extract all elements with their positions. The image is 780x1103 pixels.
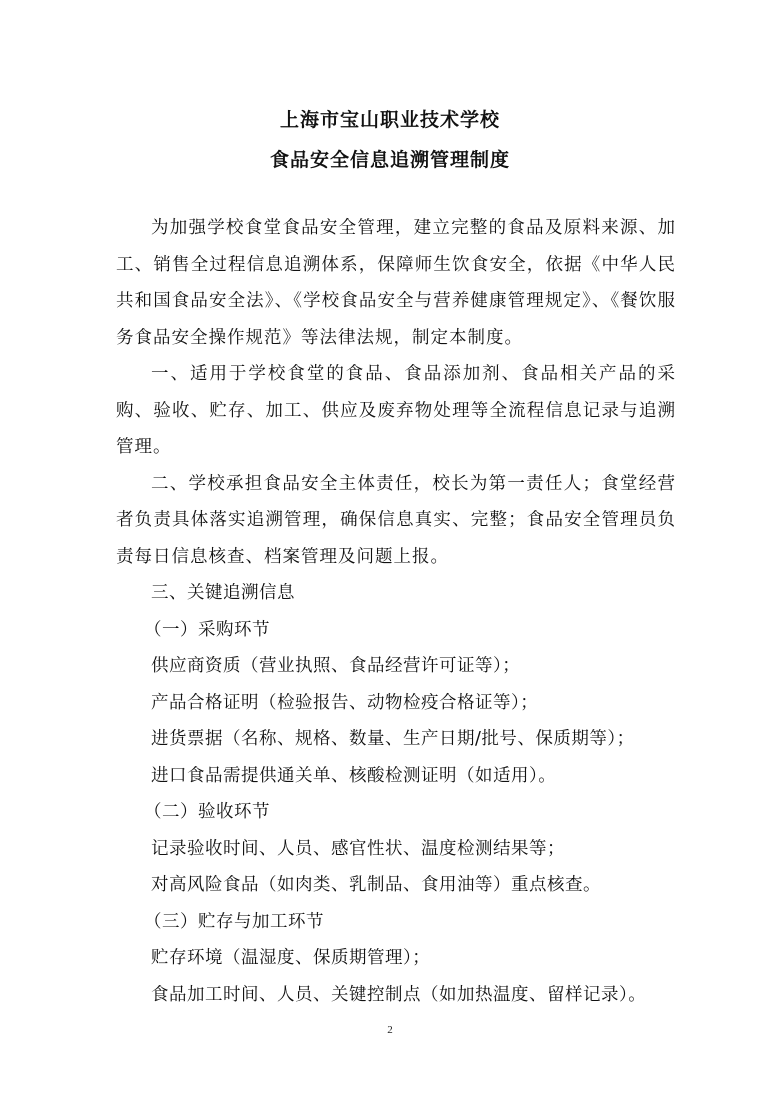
section-3-heading: 三、关键追溯信息 xyxy=(151,583,295,603)
list-item: 食品加工时间、人员、关键控制点（如加热温度、留样记录）。 xyxy=(151,984,647,1005)
list-item: 供应商资质（营业执照、食品经营许可证等）； xyxy=(151,656,521,676)
list-item: 产品合格证明（检验报告、动物检疫合格证等）； xyxy=(151,692,539,713)
school-name-heading: 上海市宝山职业技术学校 xyxy=(279,109,500,131)
list-item: 记录验收时间、人员、感官性状、温度检测结果等； xyxy=(151,838,565,859)
document-body xyxy=(116,210,676,1013)
document-title: 食品安全信息追溯管理制度 xyxy=(269,149,510,171)
list-item: 进口食品需提供通关单、核酸检测证明（如适用）。 xyxy=(151,765,557,786)
sub-3-heading: （三）贮存与加工环节 xyxy=(144,911,324,932)
sub-2-heading: （二）验收环节 xyxy=(144,802,270,822)
list-item: 对高风险食品（如肉类、乳制品、食用油等）重点核查。 xyxy=(151,875,601,895)
list-item: 进货票据（名称、规格、数量、生产日期/批号、保质期等）； xyxy=(151,729,635,749)
sub-1-heading: （一）采购环节 xyxy=(144,619,270,640)
section-1-paragraph: 一、适用于学校食堂的食品、食品添加剂、食品相关产品的采购、验收、贮存、加工、供应及废弃物处理等全流程信息记录与追溯管理。 xyxy=(116,364,676,457)
list-item: 贮存环境（温湿度、保质期管理）； xyxy=(151,948,431,968)
page-number: 2 xyxy=(387,1024,393,1036)
section-2-paragraph: 二、学校承担食品安全主体责任，校长为第一责任人；食堂经营者负责具体落实追溯管理，确保信息真实、完整；食品安全管理员负责每日信息核查、档案管理及问题上报。 xyxy=(116,473,676,567)
intro-paragraph: 为加强学校食堂食品安全管理，建立完整的食品及原料来源、加工、销售全过程信息追溯体系，保障师生饮食安全，依据《中华人民共和国食品安全法》、《学校食品安全与营养健康管理规定》、《餐饮服务食品安全操作规范》等法律法规，制定本制度。 xyxy=(116,218,676,348)
